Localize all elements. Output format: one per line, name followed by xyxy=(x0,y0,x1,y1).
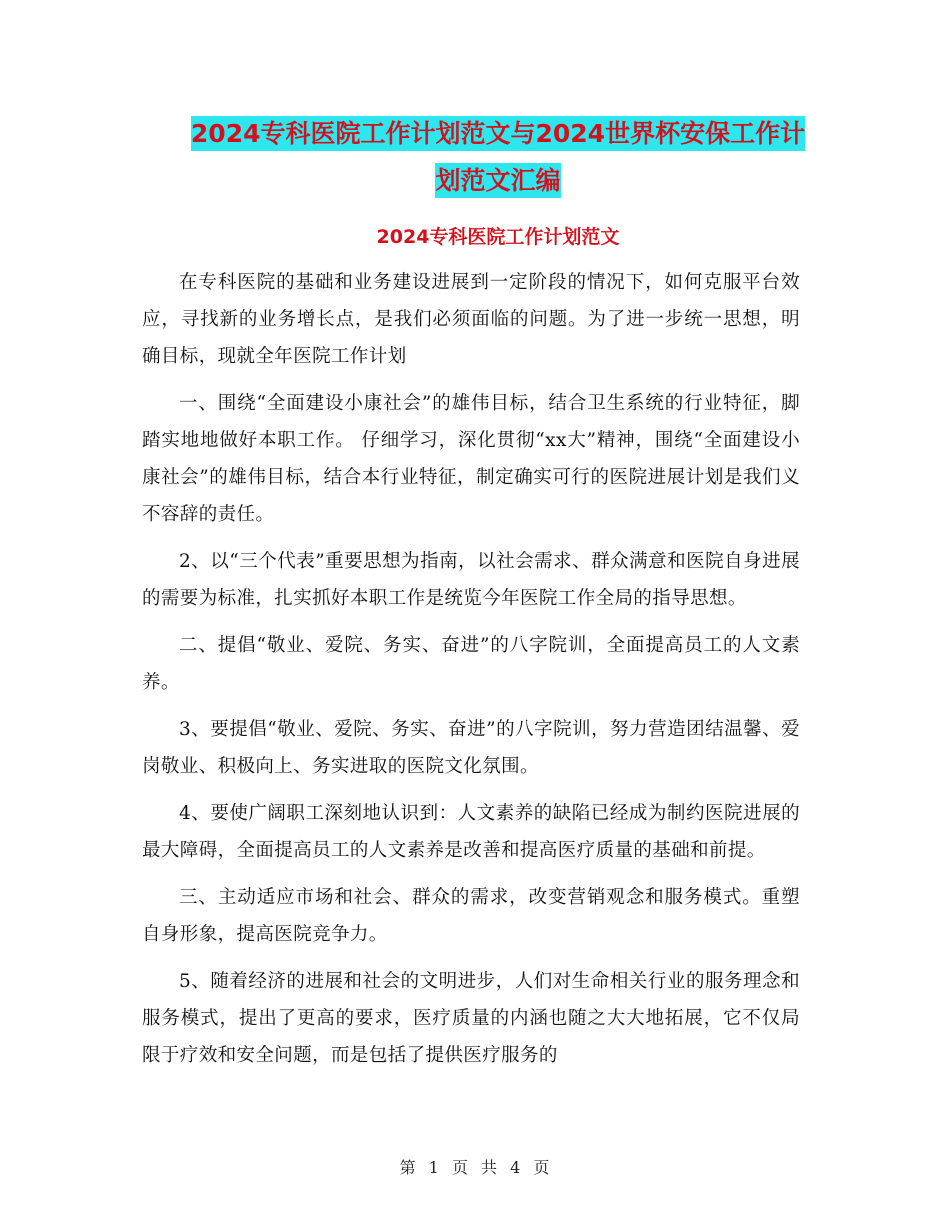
paragraph-section-1: 一、围绕“全面建设小康社会”的雄伟目标，结合卫生系统的行业特征，脚踏实地地做好本职工作。 仔细学习，深化贯彻“xx大”精神，围绕“全面建设小康社会”的雄伟目标，结合本行业特征，制定确实可行的医院进展计划是我们义不容辞的责任。 xyxy=(142,393,800,525)
document-title-line-1: 2024专科医院工作计划范文与2024世界杯安保工作计 xyxy=(191,116,805,151)
document-title-line-2: 划范文汇编 xyxy=(435,163,560,198)
page-footer: 第 1 页 共 4 页 xyxy=(399,1158,551,1177)
paragraph-item-2: 2、以“三个代表”重要思想为指南，以社会需求、群众满意和医院自身进展的需要为标准，扎实抓好本职工作是统览今年医院工作全局的指导思想。 xyxy=(142,551,800,609)
paragraph-item-5: 5、随着经济的进展和社会的文明进步，人们对生命相关行业的服务理念和服务模式，提出了更高的要求，医疗质量的内涵也随之大大地拓展，它不仅局限于疗效和安全问题，而是包括了提供医疗服务的 xyxy=(142,971,800,1066)
paragraph-intro: 在专科医院的基础和业务建设进展到一定阶段的情况下，如何克服平台效应，寻找新的业务增长点，是我们必须面临的问题。为了进一步统一思想，明确目标，现就全年医院工作计划 xyxy=(142,272,800,367)
document-body xyxy=(142,264,800,1084)
paragraph-section-3: 三、主动适应市场和社会、群众的需求，改变营销观念和服务模式。重塑自身形象，提高医院竞争力。 xyxy=(142,887,800,945)
section-title: 2024专科医院工作计划范文 xyxy=(376,226,620,248)
paragraph-item-4: 4、要使广阔职工深刻地认识到：人文素养的缺陷已经成为制约医院进展的最大障碍，全面提高员工的人文素养是改善和提高医疗质量的基础和前提。 xyxy=(142,803,800,861)
document-title xyxy=(140,110,856,204)
paragraph-item-3: 3、要提倡“敬业、爱院、务实、奋进”的八字院训，努力营造团结温馨、爱岗敬业、积极向上、务实进取的医院文化氛围。 xyxy=(142,719,800,777)
paragraph-section-2: 二、提倡“敬业、爱院、务实、奋进”的八字院训，全面提高员工的人文素养。 xyxy=(142,635,800,693)
